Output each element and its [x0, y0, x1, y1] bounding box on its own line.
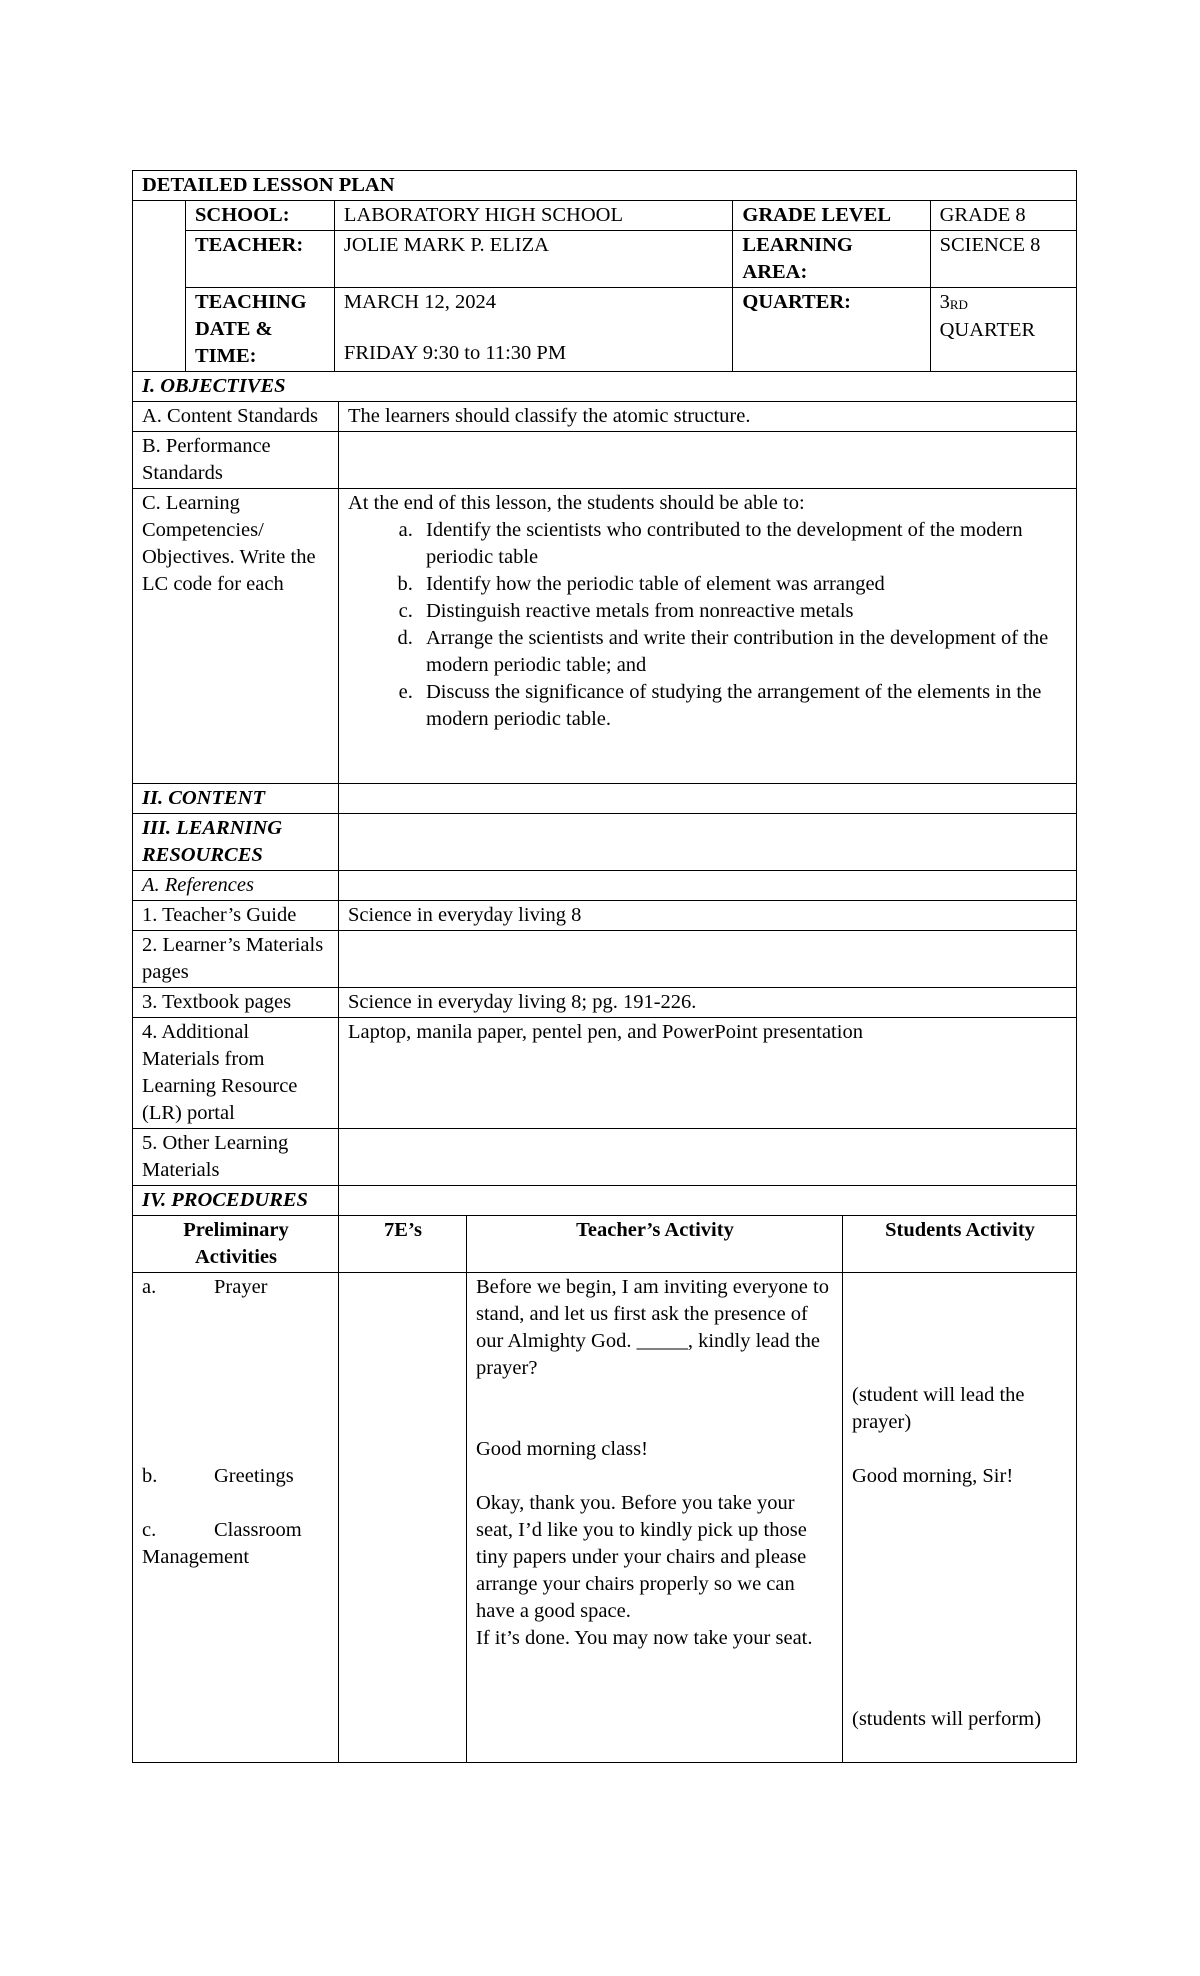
- textbook-pages-label: 3. Textbook pages: [133, 988, 339, 1018]
- references-label: A. References: [133, 871, 339, 901]
- column-7es: 7E’s: [339, 1216, 467, 1273]
- 7es-cell: [339, 1273, 467, 1763]
- learning-resources-value: [339, 814, 1077, 871]
- quarter-suffix: RD: [949, 297, 968, 312]
- classroom-label-2: Management: [142, 1546, 250, 1568]
- content-value: [339, 784, 1077, 814]
- grade-level-value: GRADE 8: [930, 201, 1076, 231]
- prelim-greetings: [142, 1463, 330, 1490]
- other-materials-value: [339, 1129, 1077, 1186]
- competency-item: d. Arrange the scientists and write their contribution in the development of the modern periodic table; and: [418, 625, 1068, 679]
- grade-level-label: GRADE LEVEL: [733, 201, 930, 231]
- content-standards-value: The learners should classify the atomic structure.: [339, 402, 1077, 432]
- quarter-word: QUARTER: [939, 319, 1036, 341]
- lesson-plan-table: [132, 170, 1077, 1763]
- teacher-value: JOLIE MARK P. ELIZA: [334, 231, 732, 288]
- learning-area-value: SCIENCE 8: [930, 231, 1076, 288]
- performance-standards-value: [339, 432, 1077, 489]
- prelim-classroom: [142, 1517, 330, 1544]
- teacher-classroom-text: Okay, thank you. Before you take your seat, I’d like you to kindly pick up those tiny papers under your chairs and please arrange your chairs properly so we can have a good space.: [476, 1492, 807, 1622]
- competency-item: c. Distinguish reactive metals from nonreactive metals: [418, 598, 1068, 625]
- quarter-number: 3: [939, 291, 950, 313]
- teaching-date-value: [334, 288, 732, 372]
- header-info-table: [185, 201, 1076, 371]
- lesson-plan-document: [132, 170, 1076, 1763]
- learning-competencies-label: C. Learning Competencies/ Objectives. Write the LC code for each: [133, 489, 339, 784]
- date-text: MARCH 12, 2024: [343, 291, 496, 313]
- classroom-label: Classroom: [214, 1519, 302, 1541]
- greetings-label: Greetings: [214, 1465, 294, 1487]
- other-materials-label: 5. Other Learning Materials: [133, 1129, 339, 1186]
- column-students-activity: Students Activity: [843, 1216, 1077, 1273]
- performance-standards-label: B. Performance Standards: [133, 432, 339, 489]
- additional-materials-value: Laptop, manila paper, pentel pen, and PowerPoint presentation: [339, 1018, 1077, 1129]
- prayer-label: Prayer: [214, 1276, 268, 1298]
- competency-item: e. Discuss the significance of studying the arrangement of the elements in the modern periodic table.: [418, 679, 1068, 733]
- prelim-prayer: [142, 1274, 330, 1301]
- student-greeting-text: Good morning, Sir!: [852, 1465, 1014, 1487]
- teachers-guide-label: 1. Teacher’s Guide: [133, 901, 339, 931]
- learners-materials-value: [339, 931, 1077, 988]
- teacher-label: TEACHER:: [186, 231, 335, 288]
- additional-materials-label: 4. Additional Materials from Learning Resource (LR) portal: [133, 1018, 339, 1129]
- quarter-label: QUARTER:: [733, 288, 930, 372]
- greetings-letter: b.: [142, 1465, 158, 1487]
- learning-area-label: LEARNING AREA:: [733, 231, 930, 288]
- competencies-list: [348, 517, 1068, 733]
- procedures-heading: IV. PROCEDURES: [133, 1186, 339, 1216]
- teacher-classroom-text-2: If it’s done. You may now take your seat.: [476, 1627, 813, 1649]
- learners-materials-label: 2. Learner’s Materials pages: [133, 931, 339, 988]
- content-standards-label: A. Content Standards: [133, 402, 339, 432]
- learning-resources-heading: III. LEARNING RESOURCES: [133, 814, 339, 871]
- student-prayer-text: (student will lead the prayer): [852, 1384, 1025, 1433]
- teacher-prayer-text: Before we begin, I am inviting everyone to stand, and let us first ask the presence of our Almighty God. _____, kindly lead the prayer?: [476, 1276, 829, 1379]
- students-activity-cell: [843, 1273, 1077, 1763]
- student-classroom-text: (students will perform): [852, 1708, 1042, 1730]
- procedures-heading-spacer: [339, 1186, 1077, 1216]
- teaching-date-label: TEACHING DATE & TIME:: [186, 288, 335, 372]
- learning-competencies-value: [339, 489, 1077, 784]
- teacher-greeting-text: Good morning class!: [476, 1438, 648, 1460]
- classroom-letter: c.: [142, 1519, 157, 1541]
- prayer-letter: a.: [142, 1276, 157, 1298]
- column-teachers-activity: Teacher’s Activity: [467, 1216, 843, 1273]
- preliminary-activities-cell: [133, 1273, 339, 1763]
- content-heading: II. CONTENT: [133, 784, 339, 814]
- document-title: DETAILED LESSON PLAN: [133, 171, 1077, 201]
- quarter-value: [930, 288, 1076, 372]
- column-preliminary-activities: Preliminary Activities: [133, 1216, 339, 1273]
- references-value: [339, 871, 1077, 901]
- objectives-heading: I. OBJECTIVES: [133, 372, 1077, 402]
- textbook-pages-value: Science in everyday living 8; pg. 191-226.: [339, 988, 1077, 1018]
- competency-item: a. Identify the scientists who contributed to the development of the modern periodic table: [418, 517, 1068, 571]
- teachers-guide-value: Science in everyday living 8: [339, 901, 1077, 931]
- header-block: [133, 201, 1077, 372]
- school-value: LABORATORY HIGH SCHOOL: [334, 201, 732, 231]
- teachers-activity-cell: [467, 1273, 843, 1763]
- competencies-intro: At the end of this lesson, the students should be able to:: [348, 492, 805, 514]
- time-text: FRIDAY 9:30 to 11:30 PM: [343, 342, 567, 364]
- school-label: SCHOOL:: [186, 201, 335, 231]
- competency-item: b. Identify how the periodic table of element was arranged: [418, 571, 1068, 598]
